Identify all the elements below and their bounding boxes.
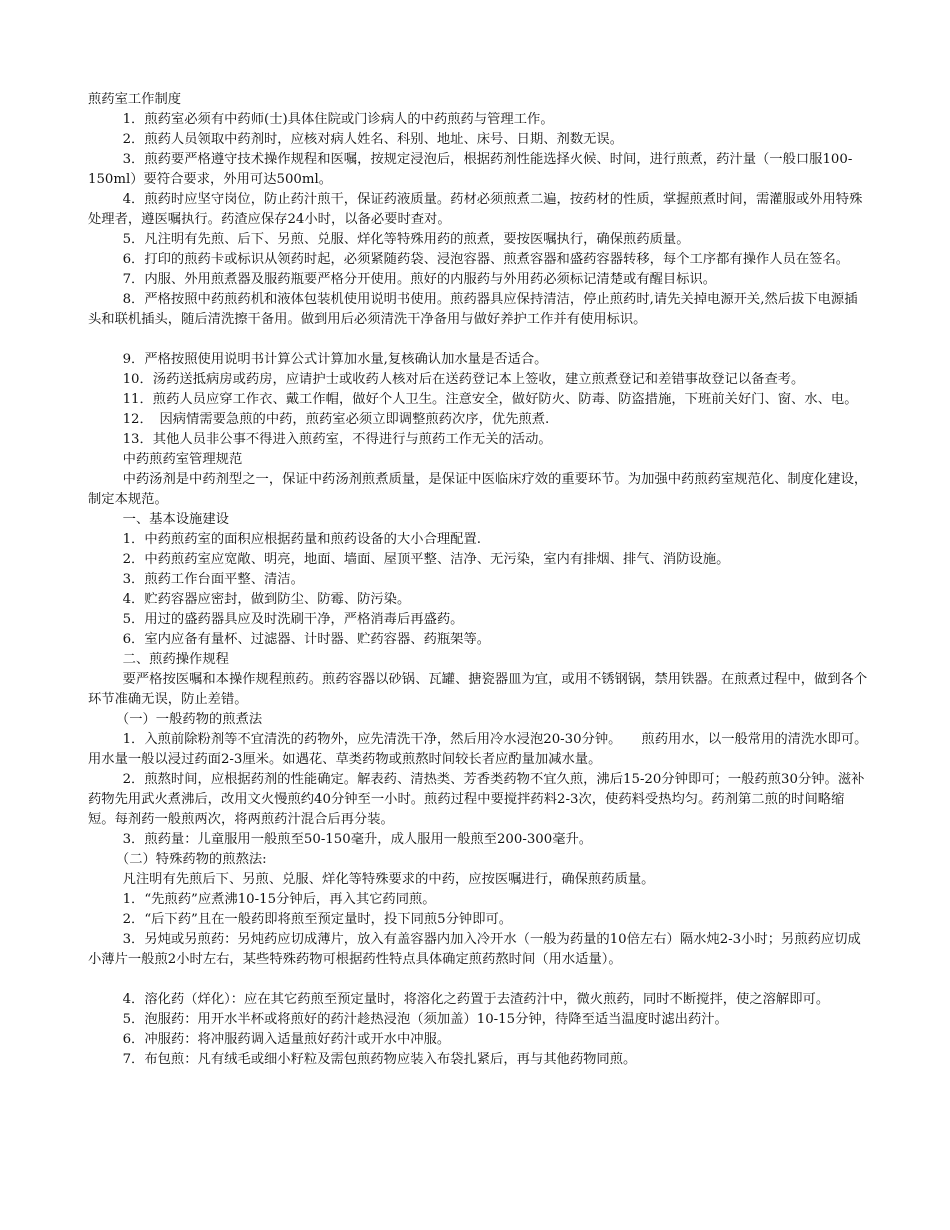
rule-item: 2．煎药人员领取中药剂时，应核对病人姓名、科别、地址、床号、日期、剂数无误。 xyxy=(122,132,624,147)
rule-item: 10．汤药送抵病房或药房，应请护士或收药人核对后在送药登记本上签收，建立煎煮登记和差错事故登记以备查考。 xyxy=(122,372,805,387)
special-item: 6．冲服药：将冲服药调入适量煎好药汁或开水中冲服。 xyxy=(122,1032,451,1047)
special-intro: 凡注明有先煎后下、另煎、兑服、烊化等特殊要求的中药，应按医嘱进行，确保煎药质量。 xyxy=(122,872,655,887)
document-page xyxy=(88,90,870,1070)
rule-item: 1．煎药室必须有中药师(士)具体住院或门诊病人的中药煎药与管理工作。 xyxy=(122,112,554,127)
special-item: 1．“先煎药”应煮沸10-15分钟后，再入其它药同煎。 xyxy=(122,892,436,907)
special-item: 7．布包煎：凡有绒毛或细小籽粒及需包煎药物应装入布袋扎紧后，再与其他药物同煎。 xyxy=(122,1052,637,1067)
section-title: 煎药室工作制度 xyxy=(88,92,182,107)
facility-item: 1．中药煎药室的面积应根据药量和煎药设备的大小合理配置. xyxy=(122,532,481,547)
intro-paragraph: 中药汤剂是中药剂型之一，保证中药汤剂煎煮质量，是保证中医临床疗效的重要环节。为加强中药煎药室规范化、制度化建设，制定本规范。 xyxy=(88,472,868,507)
blank-line xyxy=(88,970,870,990)
facility-item: 2．中药煎药室应宽敞、明亮，地面、墙面、屋顶平整、洁净、无污染，室内有排烟、排气、消防设施。 xyxy=(122,552,730,567)
rule-item: 12． 因病情需要急煎的中药，煎药室必须立即调整煎药次序，优先煎煮. xyxy=(122,412,550,427)
rule-item: 11．煎药人员应穿工作衣、戴工作帽，做好个人卫生。注意安全，做好防火、防毒、防盗措施，下班前关好门、窗、水、电。 xyxy=(122,392,858,407)
special-item: 3．另炖或另煎药：另炖药应切成薄片，放入有盖容器内加入冷开水（一般为药量的10倍左右）隔水炖2-3小时；另煎药应切成小薄片一般煎2小时左右，某些特殊药物可根据药性特点具体确定煎药熬时间（用水适量）。 xyxy=(88,932,861,967)
rule-item: 5．凡注明有先煎、后下、另煎、兑服、烊化等特殊用药的煎煮，要按医嘱执行，确保煎药质量。 xyxy=(122,232,690,247)
general-item: 3．煎药量：儿童服用一般煎至50-150毫升，成人服用一般煎至200-300毫升。 xyxy=(122,832,593,847)
special-item: 2．“后下药”且在一般药即将煎至预定量时，投下同煎5分钟即可。 xyxy=(122,912,513,927)
heading-procedure: 二、煎药操作规程 xyxy=(122,652,229,667)
facility-item: 6．室内应备有量杯、过滤器、计时器、贮药容器、药瓶架等。 xyxy=(122,632,491,647)
general-item: 1．入煎前除粉剂等不宜清洗的药物外，应先清洗干净，然后用冷水浸泡20-30分钟。 煎药用水，以一般常用的清洗水即可。用水量一般以浸过药面2-3厘米。如遇花、草类药物或煎熬时间较长者应酌量加减水量。 xyxy=(88,732,868,767)
heading-facilities: 一、基本设施建设 xyxy=(122,512,229,527)
rule-item: 4．煎药时应坚守岗位，防止药汁煎干，保证药液质量。药材必须煎煮二遍，按药材的性质，掌握煎煮时间，需灌服或外用特殊处理者，遵医嘱执行。药渣应保存24小时，以备必要时查对。 xyxy=(88,192,863,227)
special-item: 4．溶化药（烊化）：应在其它药煎至预定量时，将溶化之药置于去渣药汁中，微火煎药，同时不断搅拌，使之溶解即可。 xyxy=(122,992,830,1007)
rule-item: 3．煎药要严格遵守技术操作规程和医嘱，按规定浸泡后，根据药剂性能选择火候、时间，进行煎煮，药汁量（一般口服100-150ml）要符合要求，外用可达500ml。 xyxy=(88,152,853,187)
blank-line xyxy=(88,330,870,350)
procedure-intro: 要严格按医嘱和本操作规程煎药。煎药容器以砂锅、瓦罐、搪瓷器皿为宜，或用不锈钢锅，禁用铁器。在煎煮过程中，做到各个环节准确无误，防止差错。 xyxy=(88,672,868,707)
subheading-general: （一）一般药物的煎煮法 xyxy=(115,712,263,727)
section-title: 中药煎药室管理规范 xyxy=(122,452,243,467)
facility-item: 4．贮药容器应密封，做到防尘、防霉、防污染。 xyxy=(122,592,411,607)
rule-item: 8．严格按照中药煎药机和液体包装机使用说明书使用。煎药器具应保持清洁，停止煎药时,请先关掉电源开关,然后拔下电源插头和联机插头，随后清洗擦干备用。做到用后必须清洗干净备用与做好养护工作并有使用标识。 xyxy=(88,292,858,327)
rule-item: 6．打印的煎药卡或标识从领药时起，必须紧随药袋、浸泡容器、煎煮容器和盛药容器转移，每个工序都有操作人员在签名。 xyxy=(122,252,850,267)
general-item: 2．煎熬时间，应根据药剂的性能确定。解表药、清热类、芳香类药物不宜久煎，沸后15-20分钟即可；一般药煎30分钟。滋补药物先用武火煮沸后，改用文火慢煎约40分钟至一小时。煎药过程中要搅拌药料2-3次，使药料受热均匀。药剂第二煎的时间略缩短。每剂药一般煎两次，将两煎药汁混合后再分装。 xyxy=(88,772,865,827)
facility-item: 5．用过的盛药器具应及时洗刷干净，严格消毒后再盛药。 xyxy=(122,612,464,627)
rule-item: 9．严格按照使用说明书计算公式计算加水量,复核确认加水量是否适合。 xyxy=(122,352,548,367)
rule-item: 13．其他人员非公事不得进入煎药室，不得进行与煎药工作无关的活动。 xyxy=(122,432,552,447)
subheading-special: （二）特殊药物的煎熬法: xyxy=(115,852,267,867)
facility-item: 3．煎药工作台面平整、清洁。 xyxy=(122,572,304,587)
rule-item: 7．内服、外用煎煮器及服药瓶要严格分开使用。煎好的内服药与外用药必须标记清楚或有醒目标识。 xyxy=(122,272,717,287)
special-item: 5．泡服药：用开水半杯或将煎好的药汁趁热浸泡（须加盖）10-15分钟，待降至适当温度时滤出药汁。 xyxy=(122,1012,728,1027)
